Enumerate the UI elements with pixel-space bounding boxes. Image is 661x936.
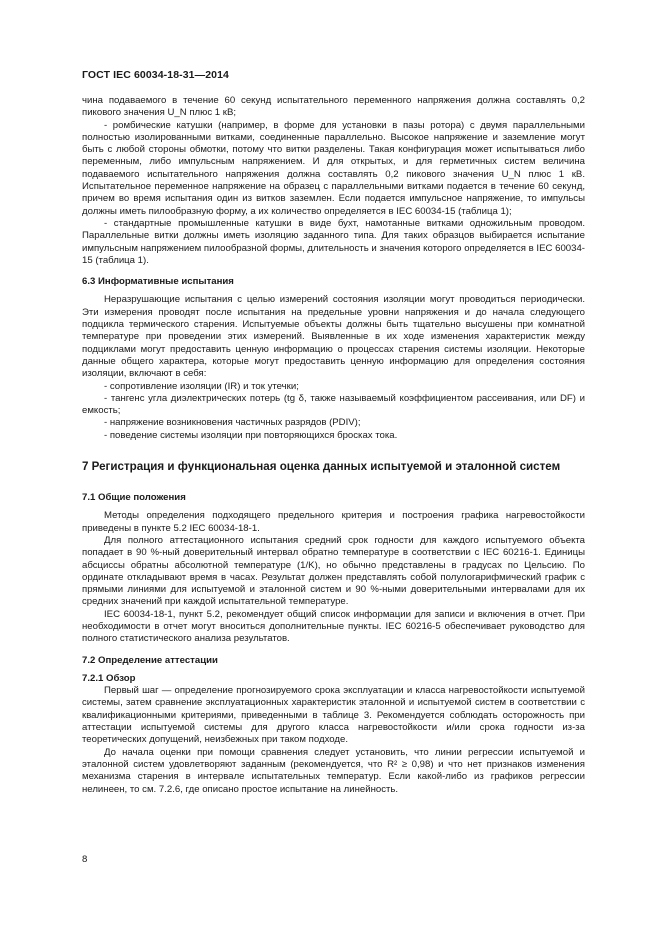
- section-heading-7-2: 7.2 Определение аттестации: [82, 654, 218, 666]
- paragraph: Методы определения подходящего предельного критерия и построения графика нагревостойкости приведены в пункте 5.2 IEC 60034-18-1.: [82, 510, 585, 534]
- list-item: - сопротивление изоляции (IR) и ток утечки;: [104, 380, 299, 392]
- page-number: 8: [82, 854, 88, 865]
- list-item: - стандартные промышленные катушки в виде бухт, намотанные витками одножильным проводом. Параллельные витки должны иметь изоляцию заданного типа. Для таких образцов выбирается испытание импульсным напряжением пилообразной формы, длительность и значения которого определяется в IEC 60034-15 (таблица 1).: [82, 217, 585, 266]
- paragraph: До начала оценки при помощи сравнения следует установить, что линии регрессии испытуемой и эталонной систем удовлетворяют заданным (рекомендуется, что R² ≥ 0,98) и что нет признаков изменения механизма старения в интервале испытательных температур. Если какой-либо из графиков регрессии нелинеен, то см. 7.2.6, где описано простое испытание на линейность.: [82, 746, 585, 795]
- paragraph: чина подаваемого в течение 60 секунд испытательного переменного напряжения должна составлять 0,2 пикового значения U_N плюс 1 кВ;: [82, 95, 585, 119]
- document-header: ГОСТ IEC 60034-18-31—2014: [82, 69, 229, 81]
- section-heading-7-1: 7.1 Общие положения: [82, 492, 186, 504]
- chapter-heading-7: 7 Регистрация и функциональная оценка данных испытуемой и эталонной систем: [82, 460, 561, 474]
- section-heading-7-2-1: 7.2.1 Обзор: [82, 672, 136, 684]
- list-item: - тангенс угла диэлектрических потерь (tg δ, также называемый коэффициентом рассеивания, или DF) и емкость;: [82, 392, 585, 417]
- list-item: - напряжение возникновения частичных разрядов (PDIV);: [104, 417, 361, 429]
- paragraph: Первый шаг — определение прогнозируемого срока эксплуатации и класса нагревостойкости испытуемой системы, затем сравнение эксплуатационных характеристик эталонной и испытуемой систем в соответствии с квалификационными критериями, приведенными в таблице 3. Рекомендуется соблюдать осторожность при аттестации испытуемой системы для другого класса нагревостойкости и/или срока годности из-за теоретических допущений, неизбежных при таком подходе.: [82, 685, 585, 746]
- paragraph: Неразрушающие испытания с целью измерений состояния изоляции могут проводиться периодически. Эти измерения проводят после испытания на предельные уровни напряжения и до начала следующего подцикла термического старения. Испытуемые объекты должны быть тщательно высушены при комнатной температуре при проведении этих измерений. Выявленные в их ходе изменения характеристик между подциклами могут предоставить ценную информацию о процессах старения системы изоляции. Некоторые данные общего характера, которые могут предоставить ценную информацию для определения состояния изоляции, включают в себя:: [82, 294, 585, 380]
- paragraph: Для полного аттестационного испытания средний срок годности для каждого испытуемого объекта попадает в 90 %-ный доверительный интервал обратно температуре в соответствии с IEC 60216-1. Единицы абсциссы обратны абсолютной температуре (1/K), но обычно представлены в градусах по Цельсию. По ординате откладывают время в часах. Результат должен представлять собой полулогарифмический график с прямыми линиями для испытуемой и эталонной систем и 90 %-ными доверительными интервалами для их средних значений при каждой испытательной температуре.: [82, 534, 585, 608]
- paragraph: IEC 60034-18-1, пункт 5.2, рекомендует общий список информации для записи и включения в отчет. При необходимости в отчет могут вноситься дополнительные пункты. IEC 60216-5 обеспечивает руководство для полного статистического анализа результатов.: [82, 608, 585, 645]
- page-content: [82, 95, 585, 796]
- list-item: - поведение системы изоляции при повторяющихся бросках тока.: [104, 429, 398, 441]
- section-heading-6-3: 6.3 Информативные испытания: [82, 276, 234, 288]
- list-item: - ромбические катушки (например, в форме для установки в пазы ротора) с двумя параллельными полностью изолированными витками, соединенные параллельно. Высокое напряжение и заземление могут быть с любой стороны обмотки, потому что витки разделены. Такая конфигурация может испытываться либо переменным, либо импульсным напряжением. И для открытых, и для герметичных систем величина подаваемого испытательного напряжения должна составлять 0,2 пикового значения U_N плюс 1 кВ. Испытательное переменное напряжение на образец с параллельными витками подается в течение 60 секунд, причем во время испытания один из витков заземлен. Если подается импульсное напряжение, то импульсы должны иметь пилообразную форму, а их количество определяется в IEC 60034-15 (таблица 1);: [82, 119, 585, 217]
